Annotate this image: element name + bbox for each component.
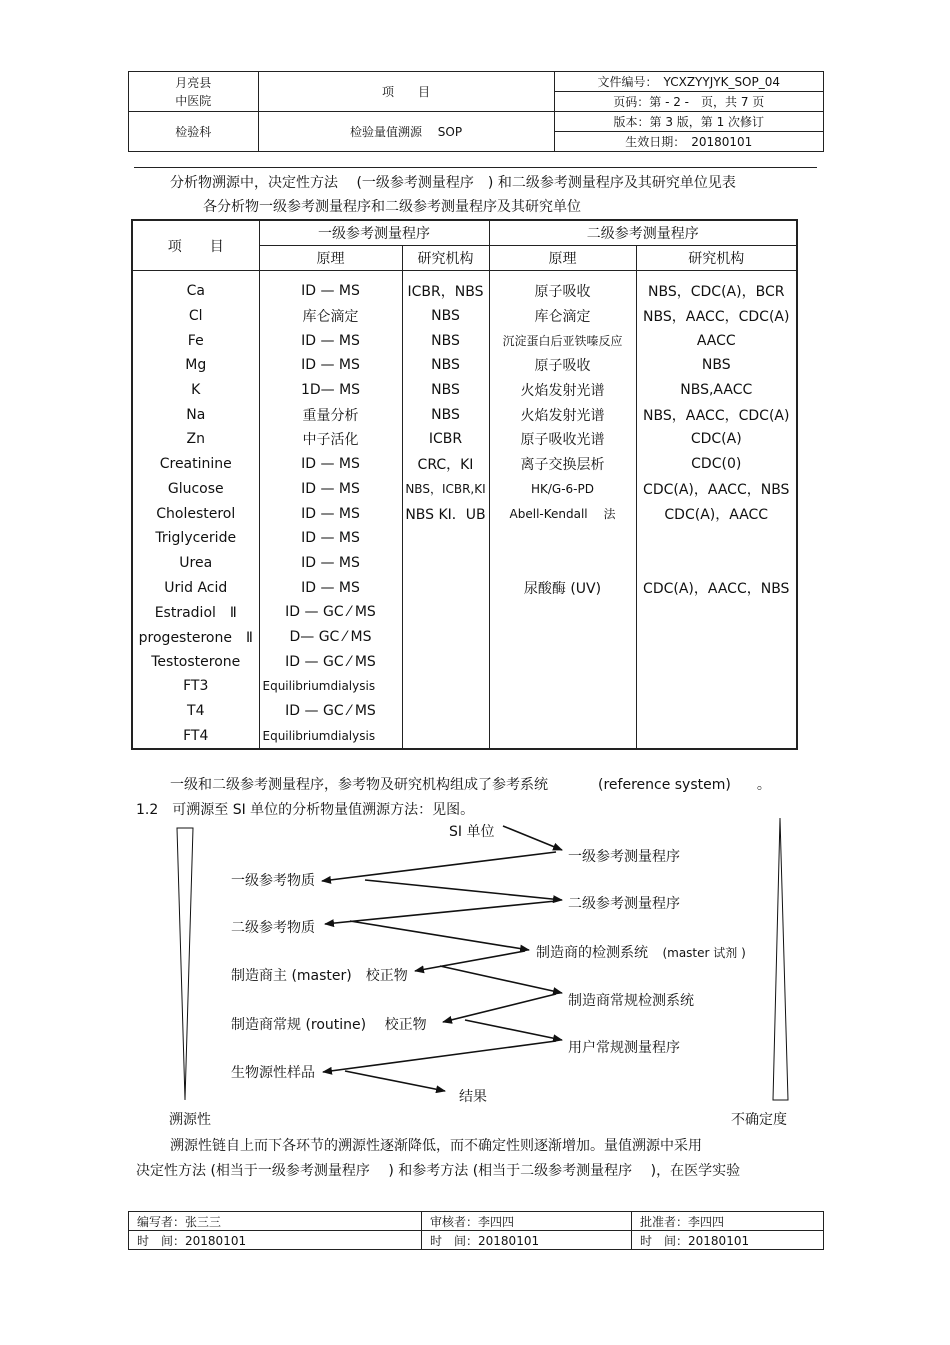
reference-system-text-c: 。 <box>756 777 771 793</box>
arrow-to-secondary-proc <box>365 880 562 900</box>
table-cell-i2: NBS <box>636 353 797 378</box>
reference-system-text-a: 一级和二级参考测量程序，参考物及研究机构组成了参考系统 <box>170 777 548 793</box>
table-cell-p1: ID — MS <box>259 452 402 477</box>
table-cell-p1: Equilibriumdialysis <box>259 674 402 699</box>
document-footer-table <box>128 1211 824 1250</box>
column-group-secondary: 二级参考测量程序 <box>489 220 797 246</box>
table-cell-i1: NBS <box>402 353 489 378</box>
author-time <box>129 1231 422 1250</box>
table-cell-p1: 1D— MS <box>259 378 402 403</box>
table-cell-i1: NBS <box>402 304 489 329</box>
arrow-si-to-primary-proc <box>503 826 562 850</box>
table-cell-i1: NBS <box>402 378 489 403</box>
table-cell-p1: ID — MS <box>259 551 402 576</box>
traceability-wedge <box>177 828 193 1100</box>
table-cell-i1: ICBR <box>402 427 489 452</box>
table-cell-p1: ID — MS <box>259 328 402 353</box>
table-cell-item: Mg <box>132 353 259 378</box>
hospital-name-line1: 月亮县 <box>175 75 212 90</box>
mfr-system-text: 制造商的检测系统 <box>536 945 648 961</box>
primary-material-label: 一级参考物质 <box>231 873 315 889</box>
reviewer: 审核者：李四四 <box>422 1212 632 1231</box>
doc-number: 文件编号： YCXZYYJYK_SOP_04 <box>554 72 823 92</box>
reviewer-time <box>422 1231 632 1250</box>
time-label: 时 间： <box>430 1233 479 1248</box>
table-cell-p1: ID — GC ⁄ MS <box>259 649 402 674</box>
table-cell-i2: NBS，AACC，CDC(A) <box>636 304 797 329</box>
table-cell-item: Urea <box>132 551 259 576</box>
table-cell-i2: CDC(A)，AACC，NBS <box>636 575 797 600</box>
approver-time <box>632 1231 824 1250</box>
table-cell-p2: 离子交换层析 <box>489 452 636 477</box>
item-label: 项 目 <box>258 72 554 112</box>
section-1-2: 1.2 可溯源至 SI 单位的分析物量值溯源方法：见图。 <box>136 802 475 818</box>
table-cell-p2: HK/G-6-PD <box>489 477 636 502</box>
table-cell-item: FT4 <box>132 723 259 749</box>
table-cell-p1: ID — MS <box>259 501 402 526</box>
table-cell-i1: NBS <box>402 402 489 427</box>
column-header-principle-1: 原理 <box>259 246 402 271</box>
mfr-master-cal-label: 制造商主 (master) 校正物 <box>231 968 408 984</box>
arrow-to-mfr-routine-sys <box>440 966 562 993</box>
table-cell-i2: CDC(A)，AACC <box>636 501 797 526</box>
table-cell-p2: 火焰发射光谱 <box>489 402 636 427</box>
column-header-institution-1: 研究机构 <box>402 246 489 271</box>
arrow-to-mfr-system <box>350 921 529 950</box>
hospital-name-line2: 中医院 <box>175 93 212 108</box>
effective-date: 生效日期： 20180101 <box>554 132 823 152</box>
table-cell-p2: Abell-Kendall 法 <box>489 501 636 526</box>
result-label: 结果 <box>459 1089 487 1105</box>
table-cell-p2: 原子吸收光谱 <box>489 427 636 452</box>
column-header-item: 项 目 <box>132 220 259 271</box>
table-cell-p1: ID — MS <box>259 271 402 304</box>
bio-sample-label: 生物源性样品 <box>231 1065 315 1081</box>
approver: 批准者：李四四 <box>632 1212 824 1231</box>
intro-line: 分析物溯源中，决定性方法 (一级参考测量程序 ) 和二级参考测量程序及其研究单位见表 <box>170 175 736 191</box>
secondary-material-label: 二级参考物质 <box>231 920 315 936</box>
department: 检验科 <box>129 112 259 152</box>
table-cell-p2: 火焰发射光谱 <box>489 378 636 403</box>
table-cell-i2: CDC(A)，AACC，NBS <box>636 477 797 502</box>
table-cell-i2: AACC <box>636 328 797 353</box>
paragraph-line-2: 决定性方法 (相当于一级参考测量程序 ) 和参考方法 (相当于二级参考测量程序 )，在医学实验 <box>136 1163 741 1179</box>
mfr-routine-cal-label: 制造商常规 (routine) 校正物 <box>231 1017 427 1033</box>
table-cell-item: K <box>132 378 259 403</box>
table-cell-item: Triglyceride <box>132 526 259 551</box>
table-cell-p1: 重量分析 <box>259 402 402 427</box>
arrow-to-bio-sample <box>323 1041 556 1072</box>
table-cell-i2: CDC(0) <box>636 452 797 477</box>
table-cell-p2: 原子吸收 <box>489 353 636 378</box>
table-cell-i2: NBS，AACC，CDC(A) <box>636 402 797 427</box>
table-cell-i1: ICBR，NBS <box>402 271 489 304</box>
table-cell-i1: NBS KI．UB <box>402 501 489 526</box>
table-cell-p1: 库仑滴定 <box>259 304 402 329</box>
table-cell-item: Glucose <box>132 477 259 502</box>
column-header-principle-2: 原理 <box>489 246 636 271</box>
table-cell-p1: D— GC ⁄ MS <box>259 625 402 650</box>
table-cell-p1: ID — GC ⁄ MS <box>259 699 402 724</box>
version-info: 版本：第 3 版，第 1 次修订 <box>554 112 823 132</box>
table-cell-item: Na <box>132 402 259 427</box>
column-group-primary: 一级参考测量程序 <box>259 220 489 246</box>
mfr-system-note: (master 试剂 ) <box>662 946 746 960</box>
reference-system-text-b: (reference system) <box>598 777 731 793</box>
arrow-to-primary-material <box>322 852 556 881</box>
table-cell-i2: NBS，CDC(A)，BCR <box>636 271 797 304</box>
table-cell-item: Creatinine <box>132 452 259 477</box>
mfr-system-label <box>536 942 746 962</box>
author: 编写者：张三三 <box>129 1212 422 1231</box>
table-cell-i2: CDC(A) <box>636 427 797 452</box>
table-cell-i1: CRC，KI <box>402 452 489 477</box>
table-cell-item: Ca <box>132 271 259 304</box>
user-proc-label: 用户常规测量程序 <box>568 1040 680 1056</box>
arrow-to-mfr-master-cal <box>415 951 525 971</box>
table-cell-p2: 原子吸收 <box>489 271 636 304</box>
table-cell-item: Cholesterol <box>132 501 259 526</box>
table-cell-item: T4 <box>132 699 259 724</box>
reviewer-date: 20180101 <box>478 1233 540 1248</box>
table-cell-item: FT3 <box>132 674 259 699</box>
author-date: 20180101 <box>185 1233 247 1248</box>
table-cell-item: Urid Acid <box>132 575 259 600</box>
table-cell-p1: ID — MS <box>259 575 402 600</box>
page-info: 页码：第 - 2 - 页，共 7 页 <box>554 92 823 112</box>
si-unit-label: SI 单位 <box>449 824 495 840</box>
table-cell-p2: 沉淀蛋白后亚铁嗪反应 <box>489 328 636 353</box>
arrow-to-secondary-material <box>325 901 556 924</box>
table-cell-item: Fe <box>132 328 259 353</box>
table-cell-p1: ID — MS <box>259 353 402 378</box>
arrow-to-mfr-routine-cal <box>443 994 556 1022</box>
table-cell-item: Cl <box>132 304 259 329</box>
table-cell-item: Estradiol Ⅱ <box>132 600 259 625</box>
time-label: 时 间： <box>640 1233 689 1248</box>
table-cell-p1: ID — MS <box>259 526 402 551</box>
table-caption: 各分析物一级参考测量程序和二级参考测量程序及其研究单位 <box>203 199 581 215</box>
table-cell-item: progesterone Ⅱ <box>132 625 259 650</box>
table-cell-p2: 尿酸酶 (UV) <box>489 575 636 600</box>
table-cell-p2: 库仑滴定 <box>489 304 636 329</box>
traceability-label: 溯源性 <box>169 1112 211 1128</box>
approver-date: 20180101 <box>688 1233 750 1248</box>
paragraph-line-1: 溯源性链自上而下各环节的溯源性逐渐降低，而不确定性则逐渐增加。量值溯源中采用 <box>170 1138 702 1154</box>
table-cell-p1: ID — MS <box>259 477 402 502</box>
table-cell-i1: NBS <box>402 328 489 353</box>
primary-proc-label: 一级参考测量程序 <box>568 849 680 865</box>
arrow-to-result <box>345 1071 445 1091</box>
sop-title: 检验量值溯源 SOP <box>258 112 554 152</box>
table-cell-p1: 中子活化 <box>259 427 402 452</box>
time-label: 时 间： <box>137 1233 186 1248</box>
table-cell-item: Zn <box>132 427 259 452</box>
secondary-proc-label: 二级参考测量程序 <box>568 896 680 912</box>
uncertainty-wedge <box>773 818 788 1100</box>
column-header-institution-2: 研究机构 <box>636 246 797 271</box>
uncertainty-label: 不确定度 <box>731 1112 787 1128</box>
table-cell-p1: Equilibriumdialysis <box>259 723 402 749</box>
table-cell-p1: ID — GC ⁄ MS <box>259 600 402 625</box>
arrow-to-user-proc <box>465 1020 562 1040</box>
table-cell-i1: NBS，ICBR,KI <box>402 477 489 502</box>
table-cell-item: Testosterone <box>132 649 259 674</box>
table-cell-i2: NBS,AACC <box>636 378 797 403</box>
mfr-routine-sys-label: 制造商常规检测系统 <box>568 993 694 1009</box>
